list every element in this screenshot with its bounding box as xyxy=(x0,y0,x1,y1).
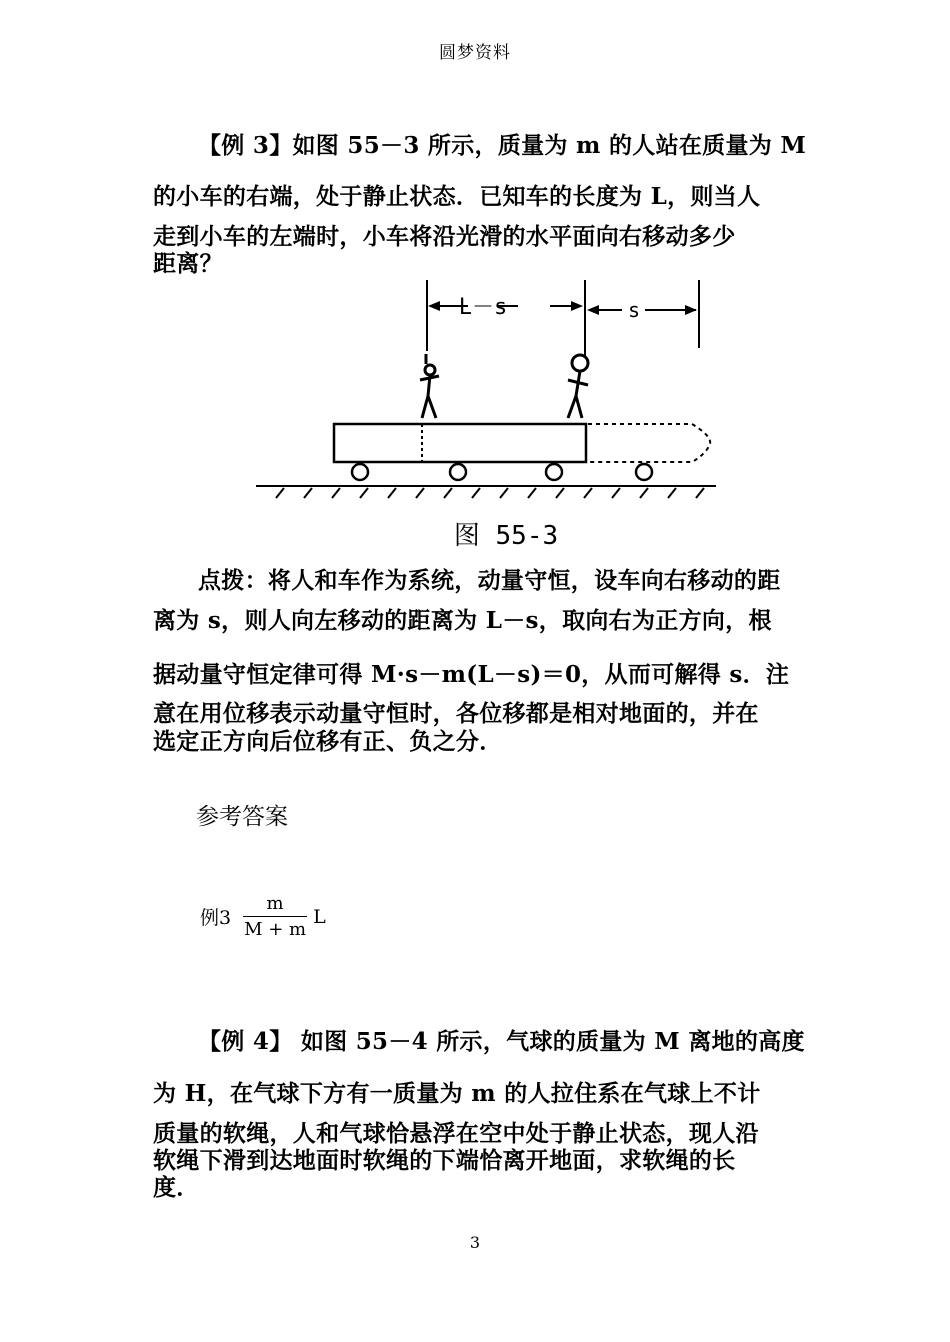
hint-line-3: 据动量守恒定律可得 M·s－m(L－s)＝0，从而可解得 s．注 xyxy=(153,661,790,688)
label-s: s xyxy=(627,298,641,322)
figure-caption: 图 55-3 xyxy=(453,521,559,551)
hint-line-4: 意在用位移表示动量守恒时，各位移都是相对地面的，并在 xyxy=(153,700,759,727)
example3-line-2: 的小车的右端，处于静止状态．已知车的长度为 L，则当人 xyxy=(153,183,761,210)
reference-heading: 参考答案 xyxy=(196,804,288,830)
answer-example3 xyxy=(200,893,326,940)
page-number: 3 xyxy=(469,1233,481,1252)
example3-line-3: 走到小车的左端时，小车将沿光滑的水平面向右移动多少 xyxy=(153,223,736,250)
hint-line-2: 离为 s，则人向左移动的距离为 L－s，取向右为正方向，根 xyxy=(153,607,772,634)
person-left-figure xyxy=(420,354,439,418)
answer-fraction xyxy=(243,893,307,940)
page-header: 圆梦资料 xyxy=(439,43,511,63)
hint-line-1: 点拨：将人和车作为系统，动量守恒，设车向右移动的距 xyxy=(198,567,781,594)
example4-line-5: 度． xyxy=(153,1174,200,1201)
cart-wheels xyxy=(352,464,652,480)
cart-body xyxy=(334,424,586,462)
example4-line-1: 【例 4】 如图 55－4 所示，气球的质量为 M 离地的高度 xyxy=(198,1028,805,1055)
figure-55-3 xyxy=(250,276,730,556)
example3-line-1: 【例 3】如图 55－3 所示，质量为 m 的人站在质量为 M xyxy=(198,132,807,159)
person-right-figure xyxy=(568,355,588,418)
example4-line-2: 为 H，在气球下方有一质量为 m 的人拉住系在气球上不计 xyxy=(153,1080,761,1107)
fraction-numerator: m xyxy=(266,893,284,914)
label-l-minus-s: L－s xyxy=(458,295,508,320)
answer-suffix: L xyxy=(313,905,326,928)
answer-label: 例3 xyxy=(200,907,232,929)
ground-hatching xyxy=(276,488,704,498)
example4-line-4: 软绳下滑到达地面时软绳的下端恰离开地面，求软绳的长 xyxy=(153,1147,736,1174)
fraction-denominator: M + m xyxy=(244,919,307,940)
displaced-cart-outline xyxy=(588,424,710,462)
example3-line-4: 距离？ xyxy=(153,250,223,277)
hint-line-5: 选定正方向后位移有正、负之分． xyxy=(153,728,503,755)
example4-line-3: 质量的软绳，人和气球恰悬浮在空中处于静止状态，现人沿 xyxy=(153,1120,759,1147)
